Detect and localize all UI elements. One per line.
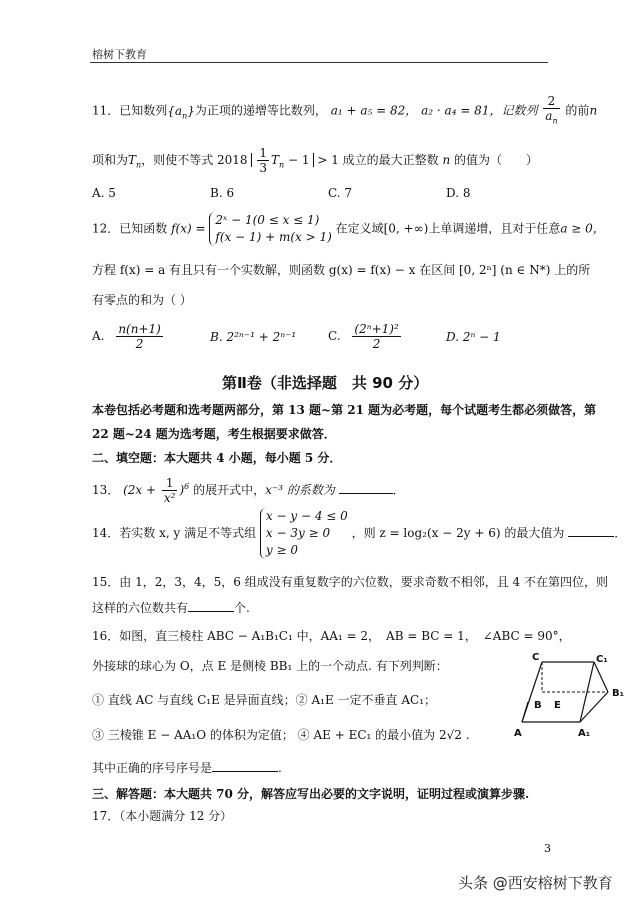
q16-line2: 外接球的球心为 O，点 E 是侧棱 BB₁ 上的一个动点. 有下列判断：: [92, 659, 448, 673]
q15-line2: 这样的六位数共有 个.: [92, 601, 250, 615]
answer-section-heading: 三、解答题：本大题共 70 分，解答应写出必要的文字说明，证明过程或演算步骤.: [92, 787, 530, 801]
label-b1: B₁: [612, 688, 625, 699]
two-over-an: $\frac{2}{a_n}$: [545, 94, 558, 126]
inequality-system: x − y − 4 ≤ 0 x − 3y ≥ 0 y ≥ 0: [260, 508, 348, 559]
label-c1: C₁: [596, 654, 608, 665]
q12-line3: 有零点的和为（ ）: [92, 293, 192, 307]
q17-heading: 17．（本小题满分 12 分）: [92, 809, 233, 823]
q16-line5: 其中正确的序号序号是 .: [92, 761, 282, 775]
part2-intro-1: 本卷包括必考题和选考题两部分，第 13 题~第 21 题为必考题，每个试题考生都必须做答，第: [92, 403, 597, 417]
page-number: 3: [544, 842, 551, 855]
q15-blank[interactable]: [188, 600, 234, 612]
q12-option-d: D. 2ⁿ − 1: [446, 330, 501, 344]
piecewise-function: 2ˣ − 1(0 ≤ x ≤ 1) f(x − 1) + m(x > 1): [209, 212, 331, 246]
header-rule: [90, 62, 548, 63]
edge-c1-b1: [594, 662, 608, 692]
label-a: A: [514, 728, 522, 739]
header-brand: 榕树下教育: [92, 48, 147, 61]
q11-option-a: A. 5: [92, 186, 116, 200]
q12-line1: 12．已知函数 f(x) = 2ˣ − 1(0 ≤ x ≤ 1) f(x − 1) + m(x > 1) 在定义域[0, +∞)上单调递增，且对于任意a ≥ 0，: [92, 213, 605, 244]
part2-title: 第Ⅱ卷（非选择题 共 90 分）: [222, 374, 429, 392]
label-c: C: [532, 652, 540, 663]
q16-line3: ① 直线 AC 与直线 C₁E 是异面直线；② A₁E 一定不垂直 AC₁；: [92, 693, 437, 707]
watermark: 头条 @西安榕树下教育: [458, 874, 613, 892]
prism-figure: [508, 652, 630, 748]
an-set: $\{a_n\}$: [167, 103, 195, 121]
q11-option-d: D. 8: [446, 186, 471, 200]
fill-section-heading: 二、填空题：本大题共 4 小题，每小题 5 分．: [92, 451, 342, 465]
abs-expression: $\frac{1}{3}$ $T_n - 1$: [251, 153, 313, 167]
q12-option-c: C. $\frac{\text{(2ⁿ+1)²}}{2}$: [328, 322, 399, 351]
q11-line1: 11．已知数列$\{a_n\}$为正项的递增等比数列， a₁ + a₅ = 82， a₂ · a₄ = 81，记数列 $\frac{2}{a_n}$ 的前n: [92, 94, 597, 128]
q11-line2: 项和为$T_n$，则使不等式 2018 $\frac{1}{3}$ $T_n - 1 > 1$ 成立的最大正整数 n 的值为（ ）: [92, 146, 539, 175]
q14-blank[interactable]: [568, 525, 614, 537]
q12-option-a: A. $\frac{n(n+1)}{2}$: [92, 322, 161, 351]
q12-line2: 方程 f(x) = a 有且只有一个实数解，则函数 g(x) = f(x) − x 在区间 [0, 2ⁿ] (n ∈ N*) 上的所: [92, 263, 591, 277]
q14-line: 14．若实数 x, y 满足不等式组 x − y − 4 ≤ 0 x − 3y ≥ 0 y ≥ 0 ，则 z = log₂(x − 2y + 6) 的最大值为 ．: [92, 509, 627, 557]
q13-blank[interactable]: [339, 482, 393, 494]
label-e: E: [554, 700, 561, 711]
q11-option-c: C. 7: [328, 186, 353, 200]
label-b: B: [534, 700, 542, 711]
q12-option-b: B. 2²ⁿ⁻¹ + 2ⁿ⁻¹: [210, 330, 297, 344]
part2-intro-2: 22 题~24 题为选考题，考生根据要求做答．: [92, 427, 336, 441]
label-a1: A₁: [578, 728, 591, 739]
q11-option-b: B. 6: [210, 186, 235, 200]
q16-line4: ③ 三棱锥 E − AA₁O 的体积为定值； ④ AE + EC₁ 的最小值为 2√2 .: [92, 728, 470, 742]
q16-line1: 16．如图，直三棱柱 ABC − A₁B₁C₁ 中，AA₁ = 2， AB = BC = 1， ∠ABC = 90°，: [92, 629, 571, 643]
q13-line: 13． (2x + $\frac{1}{\text{x²}}$ )$^6$ 的展开式中，x⁻³ 的系数为 ．: [92, 476, 405, 505]
q15-line1: 15．由 1，2，3，4，5，6 组成没有重复数字的六位数，要求奇数不相邻，且 4 不在第四位，则: [92, 575, 608, 589]
q16-blank[interactable]: [212, 760, 278, 772]
edge-a-b: [522, 702, 528, 722]
edge-b1-a1: [580, 692, 608, 722]
